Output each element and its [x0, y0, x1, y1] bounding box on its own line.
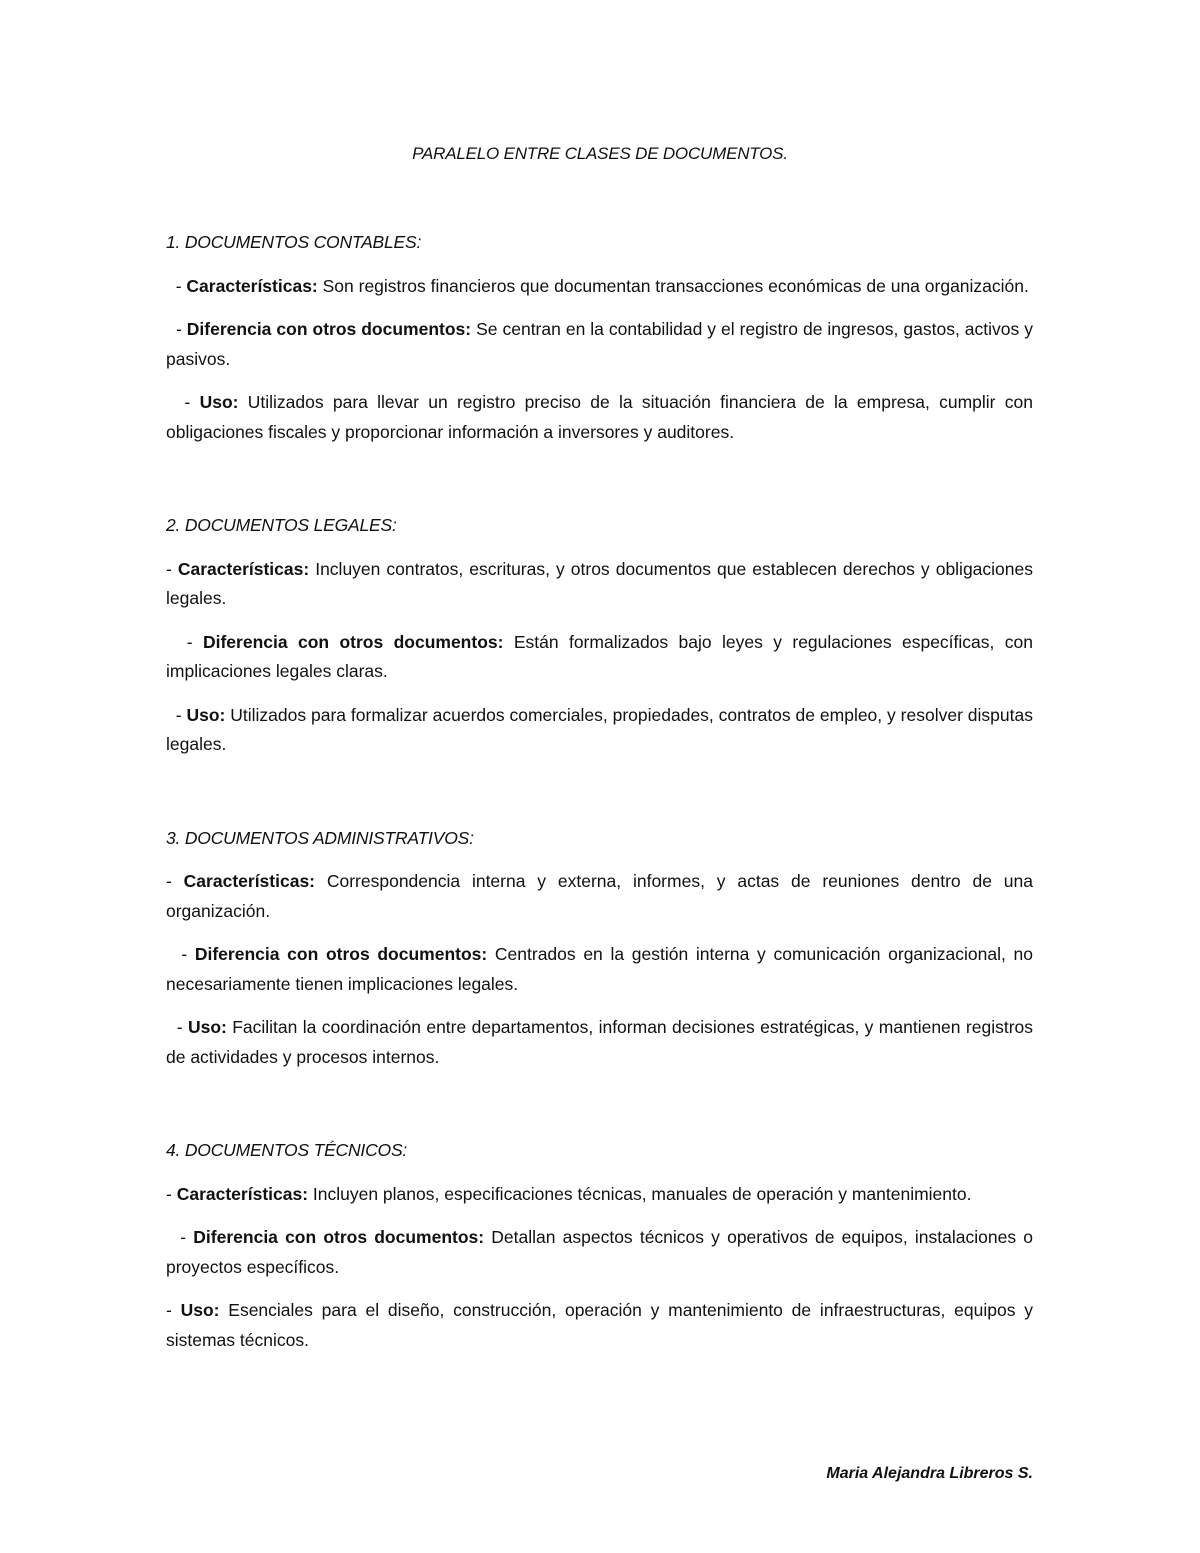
item-label: Uso:: [199, 392, 239, 412]
item-text: Se centran en la contabilidad y el registro de ingresos, gastos, activos y pasivos.: [166, 319, 1034, 369]
item-text: Correspondencia interna y externa, informes, y actas de reuniones dentro de una organización.: [166, 871, 1033, 921]
item-text: Centrados en la gestión interna y comunicación organizacional, no necesariamente tienen implicaciones legales.: [166, 944, 1033, 994]
bullet-prefix: -: [166, 704, 187, 725]
item-text: Esenciales para el diseño, construcción, operación y mantenimiento de infraestructuras, equipos y sistemas técnicos.: [166, 1300, 1033, 1350]
section-heading: 4. DOCUMENTOS TÉCNICOS:: [166, 1140, 408, 1160]
bullet-prefix: -: [166, 944, 195, 964]
bullet-prefix: -: [166, 1017, 188, 1037]
section-heading: 3. DOCUMENTOS ADMINISTRATIVOS:: [166, 827, 474, 848]
bullet-prefix: -: [166, 1183, 177, 1204]
list-item: [166, 1296, 1033, 1355]
item-text: Incluyen contratos, escrituras, y otros documentos que establecen derechos y obligaciones legales.: [166, 558, 1033, 608]
item-label: Diferencia con otros documentos:: [186, 319, 472, 339]
item-label: Diferencia con otros documentos:: [202, 631, 504, 652]
item-label: Uso:: [180, 1300, 220, 1320]
bullet-prefix: -: [166, 631, 203, 652]
bullet-prefix: -: [166, 1300, 181, 1320]
list-item: [166, 272, 1033, 302]
item-text: Utilizados para formalizar acuerdos comerciales, propiedades, contratos de empleo, y resolver disputas legales.: [166, 704, 1033, 754]
document-body: [166, 228, 1033, 1419]
list-item: [166, 1180, 1033, 1210]
item-label: Diferencia con otros documentos:: [193, 1227, 485, 1247]
bullet-prefix: -: [166, 275, 187, 296]
item-text: Incluyen planos, especificaciones técnicas, manuales de operación y mantenimiento.: [308, 1183, 972, 1204]
section-heading: 1. DOCUMENTOS CONTABLES:: [166, 232, 422, 252]
item-label: Características:: [176, 1183, 309, 1204]
list-item: [166, 940, 1033, 999]
item-text: Son registros financieros que documentan transacciones económicas de una organización.: [317, 275, 1029, 296]
bullet-prefix: -: [166, 558, 178, 579]
list-item: [166, 388, 1033, 447]
author-signature: Maria Alejandra Libreros S.: [826, 1465, 1033, 1482]
item-label: Diferencia con otros documentos:: [194, 944, 488, 964]
bullet-prefix: -: [166, 1227, 194, 1247]
list-item: [166, 1013, 1033, 1072]
item-label: Características:: [183, 871, 315, 891]
list-item: [166, 555, 1033, 614]
item-text: Están formalizados bajo leyes y regulaciones específicas, con implicaciones legales claras.: [166, 631, 1033, 681]
item-label: Uso:: [187, 1017, 227, 1037]
list-item: [166, 628, 1033, 687]
section-tecnicos: [166, 1136, 1033, 1355]
item-label: Características:: [177, 558, 310, 579]
item-text: Facilitan la coordinación entre departamentos, informan decisiones estratégicas, y mantienen registros de actividades y procesos internos.: [166, 1017, 1033, 1067]
document-title: PARALELO ENTRE CLASES DE DOCUMENTOS.: [412, 144, 788, 163]
section-heading: 2. DOCUMENTOS LEGALES:: [166, 515, 397, 535]
list-item: [166, 1223, 1033, 1282]
bullet-prefix: -: [166, 392, 200, 412]
list-item: [166, 701, 1033, 760]
list-item: [166, 867, 1033, 926]
item-text: Detallan aspectos técnicos y operativos de equipos, instalaciones o proyectos específicos.: [166, 1227, 1033, 1277]
list-item: [166, 315, 1033, 374]
bullet-prefix: -: [166, 871, 184, 891]
section-administrativos: [166, 824, 1033, 1073]
section-legales: [166, 511, 1033, 760]
item-label: Características:: [186, 275, 318, 296]
bullet-prefix: -: [166, 319, 187, 339]
item-text: Utilizados para llevar un registro preciso de la situación financiera de la empresa, cumplir con obligaciones fiscales y proporcionar información a inversores y auditores.: [166, 392, 1033, 442]
item-label: Uso:: [186, 704, 226, 725]
section-contables: [166, 228, 1033, 447]
